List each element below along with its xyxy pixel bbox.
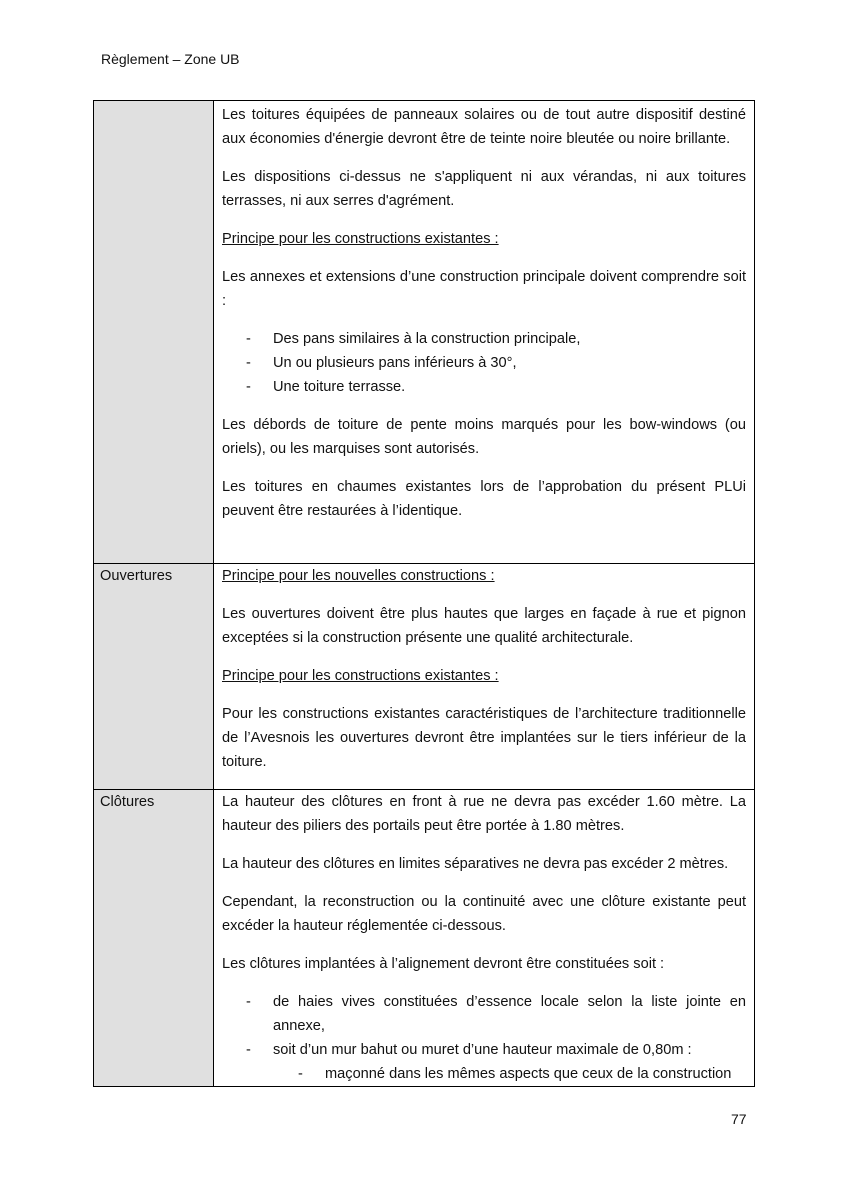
section-heading-existing: Principe pour les constructions existantes : xyxy=(222,231,499,247)
list-item: - Des pans similaires à la construction principale, xyxy=(222,327,746,351)
paragraph-exceptions: Les dispositions ci-dessus ne s'appliquent ni aux vérandas, ni aux toitures terrasses, ni aux serres d'agrément. xyxy=(222,169,746,209)
list-item: - Une toiture terrasse. xyxy=(222,375,746,399)
paragraph-front-height: La hauteur des clôtures en front à rue ne devra pas excéder 1.60 mètre. La hauteur des piliers des portails peut être portée à 1.80 mètres. xyxy=(222,794,746,834)
page-number: 77 xyxy=(731,1111,747,1127)
row-label-clotures: Clôtures xyxy=(94,790,214,1087)
section-heading-new: Principe pour les nouvelles constructions : xyxy=(222,568,495,584)
paragraph-overhangs: Les débords de toiture de pente moins marqués pour les bow-windows (ou oriels), ou les marquises sont autorisés. xyxy=(222,417,746,457)
document-header: Règlement – Zone UB xyxy=(101,51,240,67)
sublist-wall-types xyxy=(222,1062,746,1086)
paragraph-openings-existing: Pour les constructions existantes caractéristiques de l’architecture traditionnelle de l’Avesnois les ouvertures devront être implantées sur le tiers inférieur de la toiture. xyxy=(222,706,746,770)
table-row-clotures xyxy=(94,790,755,1087)
row-content-toitures xyxy=(214,101,755,564)
list-item: - de haies vives constituées d’essence locale selon la liste jointe en annexe, xyxy=(222,990,746,1038)
list-fence-types xyxy=(222,990,746,1062)
paragraph-annexes: Les annexes et extensions d’une construction principale doivent comprendre soit : xyxy=(222,269,746,309)
section-heading-existing: Principe pour les constructions existantes : xyxy=(222,668,499,684)
table-row-ouvertures xyxy=(94,564,755,790)
table-row-toitures xyxy=(94,101,755,564)
paragraph-thatch: Les toitures en chaumes existantes lors de l’approbation du présent PLUi peuvent être restaurées à l’identique. xyxy=(222,479,746,519)
list-roof-options xyxy=(222,327,746,399)
row-content-ouvertures xyxy=(214,564,755,790)
list-item: - Un ou plusieurs pans inférieurs à 30°, xyxy=(222,351,746,375)
paragraph-limit-height: La hauteur des clôtures en limites séparatives ne devra pas excéder 2 mètres. xyxy=(222,856,729,872)
paragraph-openings: Les ouvertures doivent être plus hautes que larges en façade à rue et pignon exceptées si la construction présente une qualité architecturale. xyxy=(222,606,746,646)
list-item: - maçonné dans les mêmes aspects que ceux de la construction xyxy=(222,1062,746,1086)
row-label-empty xyxy=(94,101,214,564)
rules-table xyxy=(93,100,755,1087)
paragraph-alignment: Les clôtures implantées à l’alignement devront être constituées soit : xyxy=(222,956,665,972)
paragraph-reconstruction: Cependant, la reconstruction ou la continuité avec une clôture existante peut excéder la hauteur réglementée ci-dessous. xyxy=(222,894,746,934)
paragraph-solar-panels: Les toitures équipées de panneaux solaires ou de tout autre dispositif destiné aux économies d'énergie devront être de teinte noire bleutée ou noire brillante. xyxy=(222,107,746,147)
list-item: - soit d’un mur bahut ou muret d’une hauteur maximale de 0,80m : xyxy=(222,1038,746,1062)
row-content-clotures xyxy=(214,790,755,1087)
row-label-ouvertures: Ouvertures xyxy=(94,564,214,790)
